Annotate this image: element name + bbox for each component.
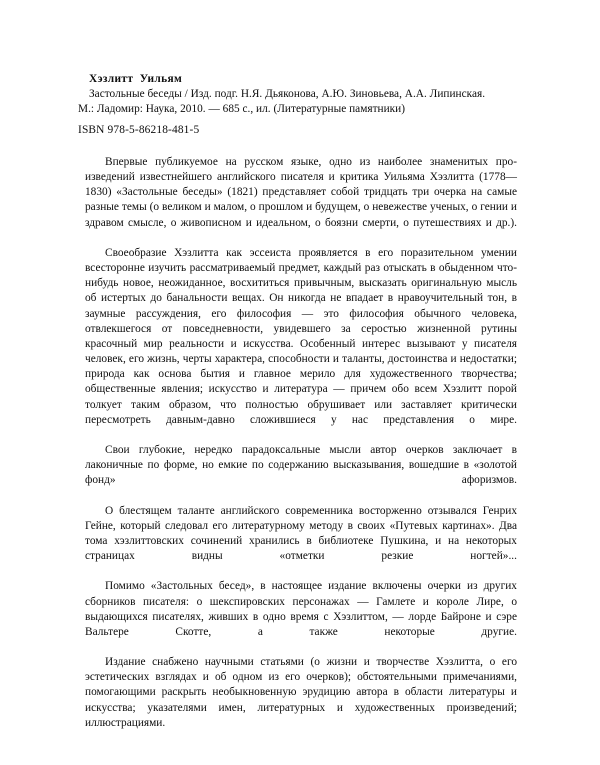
paragraph: О блестящем таланте английского современника восторженно отзывался Генрих Гейне, который следовал его литературному методу в своих «Путевых картинах». Два тома хэзлиттовских сочинений хранились в библиотеке Пушкина, и на некоторых страницах видны «отметки резкие ногтей»...	[85, 504, 517, 563]
bibliographic-block	[78, 72, 522, 117]
author-name: Хэзлитт Уильям	[89, 73, 183, 85]
imprint-line: М.: Ладомир: Наука, 2010. — 685 с., ил. (Литературные памятники)	[78, 103, 406, 116]
book-title-line: Застольные беседы / Изд. подг. Н.Я. Дьяконова, А.Ю. Зиновьева, А.А. Липинская.	[89, 88, 486, 100]
paragraph: Впервые публикуемое на русском языке, одно из наиболее знаменитых произведений известнейшего английского писателя и критика Уильяма Хэзлитта (1778—1830) «Застольные беседы» (1821) представляет собой тридцать три очерка на самые разные темы (о великом и малом, о прошлом и будущем, о невежестве ученых, о гении и здравом смысле, о живописном и идеальном, о боязни смерти, о путешествиях и др.).	[85, 156, 517, 229]
paragraph: Свои глубокие, нередко парадоксальные мысли автор очерков заключает в лаконичные по форме, но емкие по содержанию высказывания, вошедшие в «золотой фонд» афоризмов.	[85, 443, 517, 487]
isbn-line: ISBN 978-5-86218-481-5	[78, 124, 200, 136]
annotation-body	[85, 155, 517, 746]
paragraph: Помимо «Застольных бесед», в настоящее издание включены очерки из других сборников писателя: о шекспировских персонажах — Гамлете и короле Лире, о выдающихся писателях, живших в одно время с Хэзлиттом, — лорде Байроне и сэре Вальтере Скотте, а также некоторые другие.	[85, 580, 517, 638]
paragraph: Своеобразие Хэзлитта как эссеиста проявляется в его поразительном умении всесторонне изучить рассматриваемый предмет, каждый раз отыскать в обыденном что-нибудь новое, неожиданное, восхититься привычным, высказать оригинальную мысль об истертых до банальности вещах. Он никогда не впадает в нравоучительный тон, в заумные рассуждения, его философия — это философия обычного человека, отвлекшегося от повседневности, увидевшего за серостью жизненной рутины красочный мир реальности и искусства. Особенный интерес вызывают у писателя человек, его жизнь, черты характера, способности и таланты, достоинства и недостатки; природа как основа бытия и главное мерило для художественного творчества; общественные явления; искусство и литература — причем обо всем Хэзлитт порой толкует таким образом, что полностью обрушивает или заставляет критически пересмотреть давным-давно сложившиеся у нас представления о мире.	[85, 246, 517, 426]
paragraph: Издание снабжено научными статьями (о жизни и творчестве Хэзлитта, о его эстетических взглядах и об одном из его очерков); обстоятельными примечаниями, помогающими раскрыть необыкновенную эрудицию автора в области литературы и искусства; указателями имен, литературных и художественных произведений; иллюстрациями.	[85, 656, 517, 729]
